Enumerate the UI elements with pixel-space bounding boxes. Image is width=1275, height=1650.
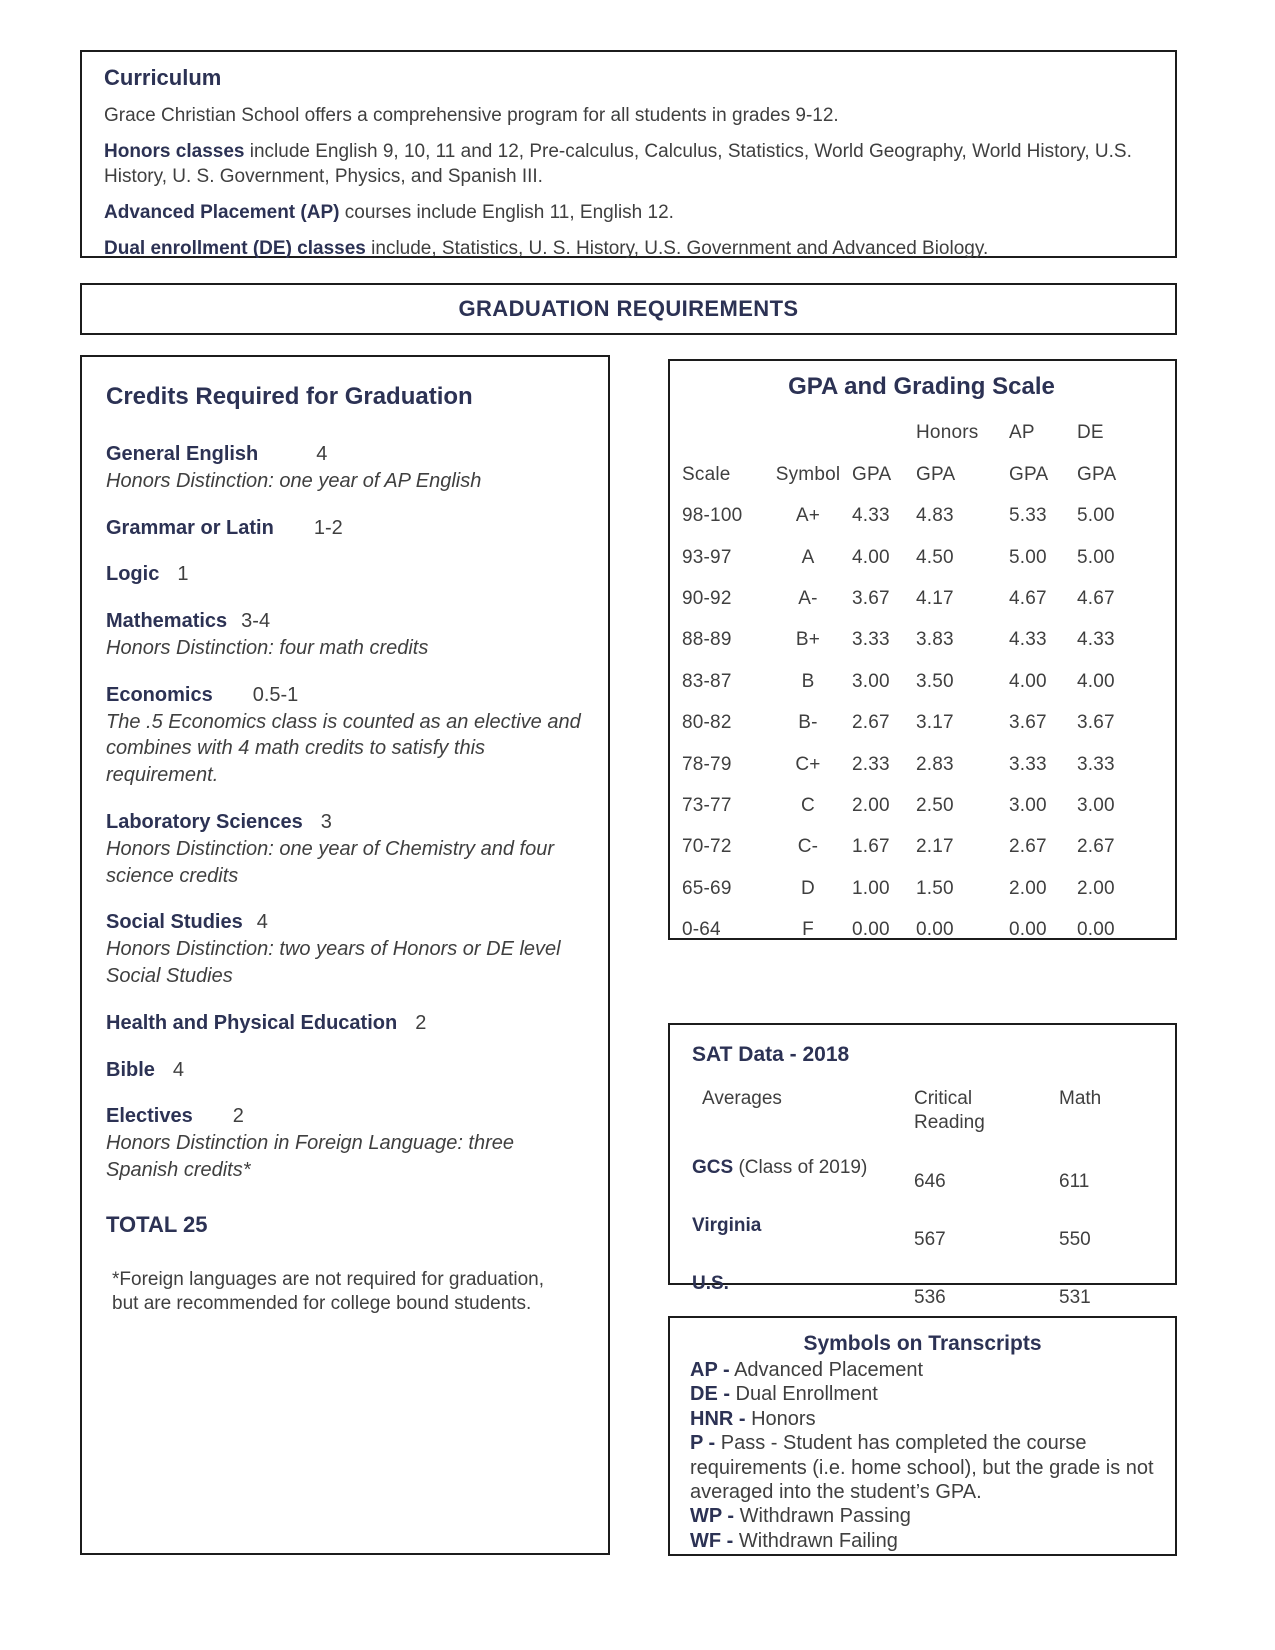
ap-gpa-cell: 4.00 bbox=[1009, 670, 1047, 692]
sat-virginia-reading: 567 bbox=[914, 1228, 946, 1250]
credit-value: 4 bbox=[316, 443, 328, 465]
gpa-cell: 2.00 bbox=[852, 794, 890, 816]
credit-label: Social Studies bbox=[106, 911, 243, 934]
credit-label: Logic bbox=[106, 563, 160, 586]
scale-cell: 90-92 bbox=[682, 587, 732, 609]
credit-value: 1 bbox=[177, 563, 189, 586]
credit-label: Health and Physical Education bbox=[106, 1011, 398, 1034]
de-gpa-cell: 5.00 bbox=[1077, 505, 1115, 527]
credit-label: Electives bbox=[106, 1105, 193, 1128]
curriculum-intro: Grace Christian School offers a comprehensive program for all students in grades 9-12. bbox=[104, 105, 839, 126]
credit-value: 3 bbox=[320, 810, 332, 833]
credit-item-social-studies bbox=[106, 909, 584, 989]
credit-value: 2 bbox=[232, 1105, 244, 1128]
scale-cell: 93-97 bbox=[682, 546, 732, 568]
honors-gpa-cell: 2.83 bbox=[916, 753, 954, 775]
sat-title: SAT Data - 2018 bbox=[692, 1043, 850, 1066]
symbol-abbr: WP - bbox=[690, 1505, 735, 1528]
symbol-cell: F bbox=[802, 919, 814, 941]
curriculum-section bbox=[80, 50, 1177, 258]
curriculum-de-paragraph bbox=[104, 236, 1153, 261]
graduation-requirements-banner bbox=[80, 283, 1177, 335]
symbol-desc: Pass - Student has completed the course requirements (i.e. home school), but the grade is not averaged into the student’s GPA. bbox=[690, 1432, 1154, 1503]
symbol-cell: A- bbox=[798, 587, 818, 609]
honors-gpa-cell: 4.83 bbox=[916, 505, 954, 527]
gpa-cell: 3.67 bbox=[852, 587, 890, 609]
credit-label: Economics bbox=[106, 683, 213, 706]
gpa-cell: 2.67 bbox=[852, 712, 890, 734]
gpa-cell: 4.33 bbox=[852, 505, 890, 527]
honors-gpa-cell: 3.17 bbox=[916, 712, 954, 734]
sat-row-gcs-label: GCS bbox=[692, 1156, 734, 1178]
credit-note: Honors Distinction: one year of Chemistry and four science credits bbox=[106, 837, 554, 887]
sat-row-us bbox=[692, 1251, 914, 1309]
symbol-cell: C bbox=[801, 794, 815, 816]
symbol-abbr: DE - bbox=[690, 1383, 730, 1406]
sat-row-virginia bbox=[692, 1193, 914, 1251]
honors-gpa-cell: 2.50 bbox=[916, 794, 954, 816]
gpa-cell: 0.00 bbox=[852, 919, 890, 941]
credit-item-grammar-latin bbox=[106, 515, 584, 542]
ap-gpa-cell: 4.33 bbox=[1009, 629, 1047, 651]
credit-label: Laboratory Sciences bbox=[106, 810, 303, 833]
scale-cell: 73-77 bbox=[682, 794, 732, 816]
ap-gpa-cell: 0.00 bbox=[1009, 919, 1047, 941]
credit-item-general-english bbox=[106, 441, 584, 495]
credit-note: Honors Distinction in Foreign Language: three Spanish credits* bbox=[106, 1132, 515, 1181]
credit-value: 3-4 bbox=[241, 610, 271, 633]
symbol-cell: C- bbox=[797, 836, 819, 858]
honors-gpa-cell: 3.83 bbox=[916, 629, 954, 651]
credit-label: Mathematics bbox=[106, 610, 228, 633]
gpa-cell: 1.00 bbox=[852, 877, 890, 899]
ap-gpa-cell: 2.67 bbox=[1009, 836, 1047, 858]
group-header-ap: AP bbox=[1009, 422, 1035, 444]
scale-cell: 98-100 bbox=[682, 505, 743, 527]
scale-cell: 78-79 bbox=[682, 753, 732, 775]
honors-gpa-cell: 1.50 bbox=[916, 877, 954, 899]
transcript-symbols-section bbox=[668, 1316, 1177, 1556]
scale-cell: 70-72 bbox=[682, 836, 732, 858]
group-header-de: DE bbox=[1077, 422, 1104, 444]
credit-note: Honors Distinction: four math credits bbox=[106, 636, 429, 659]
foreign-language-footnote: *Foreign languages are not required for graduation, but are recommended for college bound students. bbox=[112, 1268, 545, 1315]
de-gpa-cell: 4.00 bbox=[1077, 670, 1115, 692]
ap-courses-text: courses include English 11, English 12. bbox=[339, 202, 674, 224]
symbol-desc: Advanced Placement bbox=[729, 1359, 924, 1381]
de-gpa-cell: 2.67 bbox=[1077, 836, 1115, 858]
credit-item-electives bbox=[106, 1103, 584, 1183]
de-gpa-cell: 0.00 bbox=[1077, 919, 1115, 941]
col-header-de-gpa: GPA bbox=[1077, 463, 1117, 485]
col-header-symbol: Symbol bbox=[775, 463, 841, 485]
symbol-entry-de bbox=[690, 1382, 1155, 1406]
sat-us-reading: 536 bbox=[914, 1286, 946, 1308]
credit-label: Grammar or Latin bbox=[106, 516, 274, 539]
symbol-entry-hnr bbox=[690, 1407, 1155, 1431]
credit-item-logic bbox=[106, 561, 584, 588]
gpa-grading-scale-section bbox=[668, 359, 1177, 940]
scale-cell: 88-89 bbox=[682, 629, 732, 651]
curriculum-ap-paragraph bbox=[104, 200, 1153, 225]
col-header-ap-gpa: GPA bbox=[1009, 463, 1049, 485]
ap-gpa-cell: 5.33 bbox=[1009, 505, 1047, 527]
sat-table bbox=[692, 1083, 1157, 1309]
credit-value: 4 bbox=[256, 911, 268, 934]
credit-note: The .5 Economics class is counted as an elective and combines with 4 math credits to satisfy this requirement. bbox=[106, 710, 581, 787]
credit-note: Honors Distinction: one year of AP English bbox=[106, 469, 482, 492]
sat-us-math: 531 bbox=[1059, 1286, 1091, 1308]
credit-value: 4 bbox=[172, 1058, 185, 1081]
col-header-gpa: GPA bbox=[852, 463, 892, 485]
honors-gpa-cell: 0.00 bbox=[916, 919, 954, 941]
de-gpa-cell: 4.67 bbox=[1077, 587, 1115, 609]
credits-section bbox=[80, 355, 610, 1555]
symbol-entry-ap bbox=[690, 1358, 1155, 1382]
honors-gpa-cell: 4.17 bbox=[916, 587, 954, 609]
ap-gpa-cell: 3.00 bbox=[1009, 794, 1047, 816]
sat-virginia-math: 550 bbox=[1059, 1228, 1091, 1250]
credit-item-economics bbox=[106, 682, 584, 789]
ap-gpa-cell: 3.33 bbox=[1009, 753, 1047, 775]
sat-col-math: Math bbox=[1059, 1088, 1102, 1109]
symbol-abbr: WF - bbox=[690, 1529, 734, 1552]
sat-col-averages: Averages bbox=[702, 1088, 782, 1109]
sat-row-gcs-suffix: (Class of 2019) bbox=[733, 1156, 868, 1178]
sat-data-section bbox=[668, 1023, 1177, 1308]
sat-gcs-math: 611 bbox=[1059, 1170, 1090, 1192]
de-classes-text: include, Statistics, U. S. History, U.S. Government and Advanced Biology. bbox=[365, 238, 989, 260]
symbol-abbr: P - bbox=[690, 1432, 716, 1455]
sat-col-critical-reading: Critical Reading bbox=[914, 1088, 985, 1133]
symbol-abbr: HNR - bbox=[690, 1407, 746, 1430]
credits-total: TOTAL 25 bbox=[106, 1211, 208, 1237]
col-header-honors-gpa: GPA bbox=[916, 463, 956, 485]
credit-item-health-pe bbox=[106, 1010, 584, 1037]
col-header-scale: Scale bbox=[682, 463, 731, 485]
credit-item-bible bbox=[106, 1057, 584, 1084]
symbol-cell: B+ bbox=[795, 629, 821, 651]
de-gpa-cell: 3.00 bbox=[1077, 794, 1115, 816]
gpa-table-title: GPA and Grading Scale bbox=[788, 373, 1055, 400]
de-gpa-cell: 3.33 bbox=[1077, 753, 1115, 775]
sat-row-virginia-label: Virginia bbox=[692, 1214, 762, 1236]
credit-label: Bible bbox=[106, 1058, 155, 1081]
graduation-requirements-title: GRADUATION REQUIREMENTS bbox=[458, 296, 799, 321]
ap-gpa-cell: 4.67 bbox=[1009, 587, 1047, 609]
honors-classes-text: include English 9, 10, 11 and 12, Pre-calculus, Calculus, Statistics, World Geography, World History, U.S. History, U. S. Government, Physics, and Spanish III. bbox=[104, 141, 1132, 188]
ap-gpa-cell: 5.00 bbox=[1009, 546, 1047, 568]
symbol-entry-p bbox=[690, 1431, 1155, 1504]
de-gpa-cell: 3.67 bbox=[1077, 712, 1115, 734]
credits-title: Credits Required for Graduation bbox=[106, 383, 473, 410]
sat-row-us-label: U.S. bbox=[692, 1272, 729, 1294]
symbol-cell: B- bbox=[798, 712, 818, 734]
honors-gpa-cell: 2.17 bbox=[916, 836, 954, 858]
credit-value: 0.5-1 bbox=[252, 683, 299, 706]
symbol-cell: A+ bbox=[795, 505, 821, 527]
de-gpa-cell: 4.33 bbox=[1077, 629, 1115, 651]
scale-cell: 0-64 bbox=[682, 919, 721, 941]
symbol-cell: B bbox=[801, 670, 815, 692]
ap-gpa-cell: 2.00 bbox=[1009, 877, 1047, 899]
curriculum-honors-paragraph bbox=[104, 139, 1153, 189]
symbol-cell: D bbox=[801, 877, 815, 899]
scale-cell: 80-82 bbox=[682, 712, 732, 734]
gpa-cell: 1.67 bbox=[852, 836, 890, 858]
ap-courses-label: Advanced Placement (AP) bbox=[104, 202, 340, 224]
symbol-desc: Honors bbox=[745, 1407, 816, 1430]
symbol-cell: A bbox=[801, 546, 815, 568]
de-gpa-cell: 2.00 bbox=[1077, 877, 1115, 899]
scale-cell: 65-69 bbox=[682, 877, 732, 899]
credit-label: General English bbox=[106, 443, 259, 465]
gpa-table bbox=[682, 403, 1161, 941]
symbol-cell: C+ bbox=[795, 753, 821, 775]
symbol-entry-wp bbox=[690, 1504, 1155, 1528]
credit-value: 1-2 bbox=[313, 516, 343, 539]
ap-gpa-cell: 3.67 bbox=[1009, 712, 1047, 734]
credit-item-mathematics bbox=[106, 608, 584, 662]
symbol-desc: Withdrawn Passing bbox=[734, 1505, 911, 1528]
symbol-entry-wf bbox=[690, 1529, 1155, 1553]
gpa-cell: 3.33 bbox=[852, 629, 890, 651]
credit-value: 2 bbox=[415, 1011, 427, 1034]
symbol-abbr: AP - bbox=[690, 1359, 730, 1381]
de-classes-label: Dual enrollment (DE) classes bbox=[104, 238, 366, 260]
scale-cell: 83-87 bbox=[682, 670, 732, 692]
symbol-desc: Dual Enrollment bbox=[730, 1383, 878, 1406]
de-gpa-cell: 5.00 bbox=[1077, 546, 1115, 568]
gpa-cell: 4.00 bbox=[852, 546, 890, 568]
gpa-cell: 2.33 bbox=[852, 753, 890, 775]
honors-classes-label: Honors classes bbox=[104, 141, 245, 163]
sat-row-gcs bbox=[692, 1135, 914, 1193]
credit-note: Honors Distinction: two years of Honors or DE level Social Studies bbox=[106, 938, 561, 987]
credit-item-laboratory-sciences bbox=[106, 809, 584, 889]
sat-gcs-reading: 646 bbox=[914, 1170, 946, 1192]
honors-gpa-cell: 3.50 bbox=[916, 670, 954, 692]
symbol-desc: Withdrawn Failing bbox=[733, 1529, 898, 1552]
honors-gpa-cell: 4.50 bbox=[916, 546, 954, 568]
curriculum-title: Curriculum bbox=[104, 65, 222, 90]
gpa-cell: 3.00 bbox=[852, 670, 890, 692]
symbols-title: Symbols on Transcripts bbox=[803, 1332, 1042, 1355]
group-header-honors: Honors bbox=[916, 422, 979, 444]
